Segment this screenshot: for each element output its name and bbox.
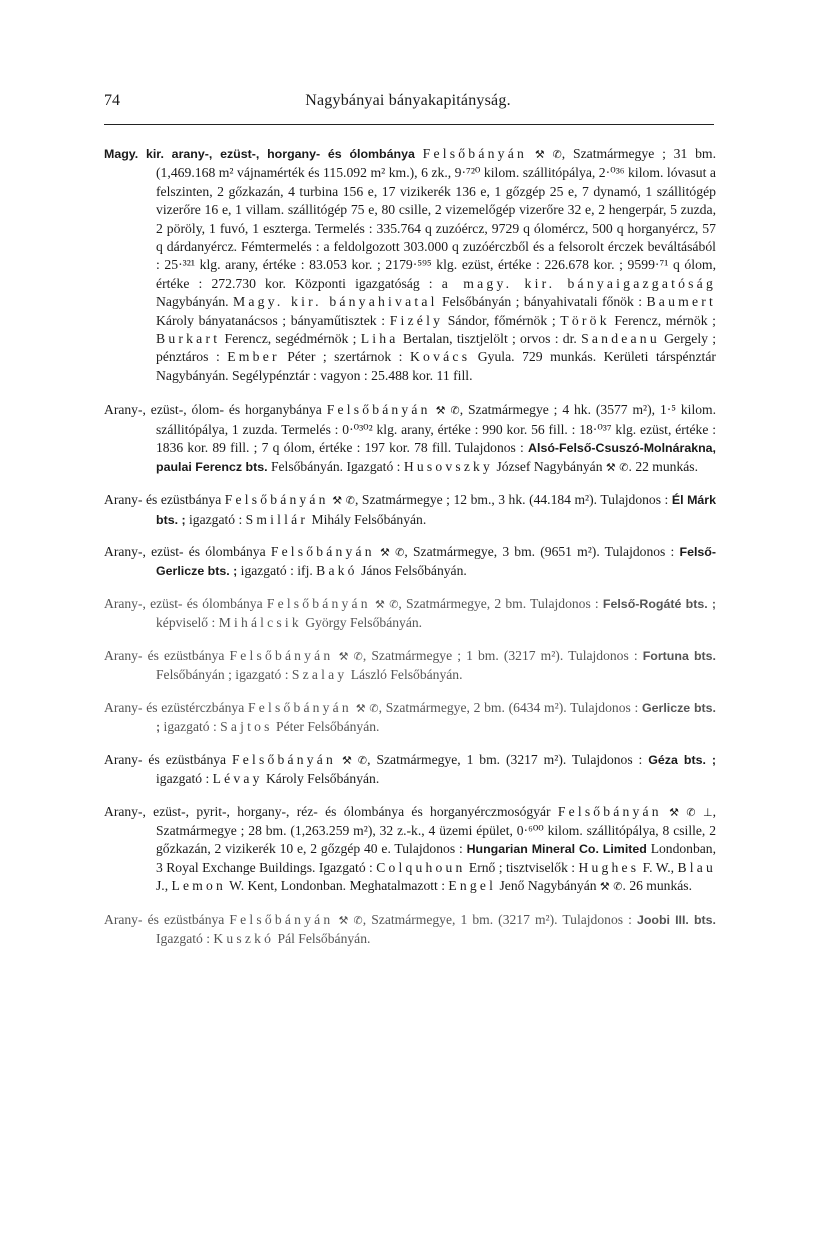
owner-name: Felső-Gerlicze bts. ; — [156, 545, 716, 579]
entry-text: Mihály Felsőbányán. — [308, 511, 427, 527]
spaced-name: Felsőbányán — [224, 492, 329, 508]
spaced-name: Sandeanu — [581, 331, 660, 347]
post-office-icon: ✆ — [351, 753, 368, 767]
spaced-name: Hughes — [578, 859, 640, 875]
header-rule — [104, 124, 714, 125]
owner-name: Magy. kir. arany-, ezüst-, horgany- és ólombánya — [104, 147, 415, 161]
page-header — [104, 92, 712, 116]
mine-entry — [104, 699, 716, 737]
spaced-name: Smillár — [245, 511, 309, 527]
spaced-name: Felsőbányán — [326, 402, 431, 418]
owner-name: Hungarian Mineral Co. Limited — [466, 842, 647, 857]
mine-symbol-icon: ⚒ — [351, 701, 366, 715]
mine-entry — [104, 491, 716, 529]
post-office-icon: ✆ — [445, 404, 460, 418]
spaced-name: Felsőbányán — [232, 751, 336, 767]
mine-entry — [104, 803, 716, 897]
entry-text: , Szatmármegye, 2 bm. Tulajdonos : — [398, 595, 603, 611]
entry-text: , Szatmármegye, 2 bm. (6434 m²). Tulajdonos : — [378, 699, 642, 715]
entry-text: Pál Felsőbányán. — [274, 931, 371, 947]
owner-name: Alsó-Felső-Csuszó-Molnáraknа, paulai Ferencz bts. — [156, 441, 716, 474]
mine-symbol-icon: ⚒ — [605, 460, 616, 474]
entry-text: György Felsőbányán. — [301, 615, 423, 631]
mine-symbol-icon: ⚒ — [374, 546, 390, 559]
owner-name: Joobi III. bts. — [636, 912, 716, 927]
entry-text: Felsőbányán ; igazgató : — [156, 667, 292, 683]
entry-text: József Nagybányán — [493, 458, 606, 474]
mine-entry — [104, 401, 716, 477]
entry-text: , Szatmármegye, 1 bm. (3217 m²). Tulajdonos : — [367, 751, 649, 767]
entry-text: Sándor, főmérnök ; — [443, 312, 561, 328]
mine-symbol-icon: ⚒ — [370, 597, 385, 611]
running-title: Nagybányai bányakapitányság. — [305, 92, 511, 109]
spaced-name: Engel — [448, 878, 497, 894]
entry-text: Arany- és ezüstbánya — [104, 492, 225, 508]
mine-symbol-icon: ⚒ — [527, 148, 545, 161]
entry-text: János Felsőbányán. — [357, 563, 467, 579]
entry-text: igazgató : — [185, 511, 246, 527]
spaced-name: Felsőbányán — [229, 911, 334, 927]
mine-entry — [104, 595, 716, 633]
post-office-icon: ✆ — [348, 913, 363, 927]
entry-text: , Szatmármegye, 3 bm. (9651 m²). Tulajdonos : — [404, 544, 680, 559]
entry-text: Ferencz, segédmérnök ; — [220, 331, 361, 347]
mine-entry — [104, 911, 716, 949]
spaced-name: Felsőbányán — [557, 803, 662, 819]
mine-entry — [104, 751, 716, 789]
mine-symbol-icon: ⚒ — [328, 494, 343, 508]
entry-text: képviselő : — [156, 615, 219, 631]
entry-text: , Szatmármegye ; 31 bm. (1,469.168 m² vájnamérték és 115.092 m² km.), 6 zk., 9·⁷²⁰ kilom. szállitópálya, 2·⁰³⁶ kilom. lóvasut a felszinten, 2 gőzkazán, 4 turbina 156 e, 17 vizikerék 136 e, 1 gőzgép 25 e, 7 dynamó, 1 szállitógép vizerőre 16 e, 1 villam. szállitógép 75 e, 80 csille, 2 vizemelőgép vizerőre 32 e, 2 hengerpár, 5 zuzda, 2 pöröly, 1 fuvó, 1 eszterga. Termelés : 335.764 q zuzóércz, 9729 q ólomércz, 500 q horganyércz, 57 q dárdanyércz. Fémtermelés : a feldolgozott 303.000 q zuzóérczből és a felsorolt érczek beváltásából : 25·³²¹ klg. arany, értéke : 83.053 kor. ; 2179·⁵⁹⁵ klg. ezüst, értéke : 226.678 kor. ; 9599·⁷¹ q ólom, értéke : 272.730 kor. Központi igazgatóság : — [156, 146, 716, 291]
entry-text: Bertalan, tisztjelölt ; orvos : dr. — [398, 331, 582, 347]
entry-text: Igazgató : — [156, 931, 214, 947]
railway-icon: ⊥ — [695, 805, 713, 819]
spaced-name: Blau — [677, 859, 716, 875]
spaced-name: Felsőbányán — [266, 595, 371, 611]
spaced-name: Bakó — [316, 563, 358, 579]
post-office-icon: ✆ — [679, 805, 696, 819]
owner-name: Fortuna bts. — [642, 648, 716, 663]
entry-text: Gyula. 729 munkás. Kerületi társpénztár Nagybányán. Segélypénztár : vagyon : 25.488 kor. 11 fill. — [156, 349, 716, 383]
mine-symbol-icon: ⚒ — [335, 753, 352, 767]
entry-text: Ferencz, mérnök ; — [609, 312, 716, 328]
owner-name: Felső-Rogáté bts. ; — [602, 596, 717, 611]
mine-symbol-icon: ⚒ — [333, 913, 349, 927]
entry-text: Arany- és ezüstérczbánya — [104, 699, 248, 715]
spaced-name: Fizély — [389, 312, 444, 328]
post-office-icon: ✆ — [348, 649, 363, 663]
entry-text: . 22 munkás. — [628, 458, 698, 474]
mine-entries — [104, 145, 716, 963]
mine-entry — [104, 647, 716, 685]
entry-text: , Szatmármegye, 1 bm. (3217 m²). Tulajdonos : — [362, 911, 637, 927]
spaced-name: Felsőbányán — [247, 699, 352, 715]
spaced-name: Kuszkó — [213, 931, 275, 947]
entry-text: , Szatmármegye ; 12 bm., 3 hk. (44.184 m²). Tulajdonos : — [354, 492, 672, 508]
spaced-name: Mihálcsik — [218, 615, 302, 631]
post-office-icon: ✆ — [544, 148, 562, 161]
entry-text: Ernő ; tisztviselők : — [465, 859, 579, 875]
entry-text: Felsőbányán ; bányahivatali főnök : — [437, 294, 647, 310]
entry-text: László Felsőbányán. — [347, 667, 463, 683]
spaced-name: Felsőbányán — [270, 544, 375, 559]
mine-symbol-icon: ⚒ — [430, 404, 446, 418]
entry-text: Arany-, ezüst-, pyrit-, horgany-, réz- és ólombánya és horganyérczmosógyár — [104, 803, 558, 819]
entry-text — [415, 146, 423, 161]
owner-name: Él Márk bts. ; — [156, 493, 717, 527]
entry-text: J., — [156, 878, 172, 894]
spaced-name: Felsőbányán — [422, 146, 528, 161]
entry-text: , Szatmármegye ; 4 hk. (3577 m²), 1·⁵ kilom. szállitópálya, 1 zuzda. Termelés : 0·⁰³⁰² klg. arany, értéke : 990 kor. 56 fill. : 18·⁰³⁷ klg. ezüst, értéke : 1836 kor. 89 fill. ; 7 q ólom, értéke : 197 kor. 78 fill. Tulajdonos : — [156, 402, 717, 456]
spaced-name: Lemon — [171, 878, 227, 894]
entry-text: Arany-, ezüst- és ólombánya — [104, 595, 267, 611]
entry-text: F. W., — [639, 859, 678, 875]
spaced-name: a magy. kir. bányaigazgatóság — [441, 275, 716, 291]
post-office-icon: ✆ — [615, 460, 629, 474]
spaced-name: Felsőbányán — [229, 647, 334, 663]
entry-text: Károly bányatanácsos ; bányaműtisztek : — [156, 312, 390, 328]
spaced-name: Magy. kir. bányahivatal — [233, 294, 438, 310]
entry-text: . 26 munkás. — [622, 878, 692, 894]
entry-text: Károly Felsőbányán. — [262, 771, 380, 787]
entry-text: Arany-, ezüst- és ólombánya — [104, 544, 271, 559]
entry-text: Gergely ; pénztáros : — [156, 331, 717, 365]
owner-name: Géza bts. ; — [648, 752, 717, 767]
post-office-icon: ✆ — [389, 546, 405, 559]
entry-text: Arany-, ezüst-, ólom- és horganybánya — [104, 402, 327, 418]
spaced-name: Husovszky — [403, 458, 494, 474]
spaced-name: Baumert — [646, 294, 716, 310]
entry-text: Jenő Nagybányán — [496, 878, 600, 894]
owner-name: Gerlicze bts. ; — [156, 700, 716, 735]
entry-text: Felsőbányán. Igazgató : — [267, 458, 404, 474]
entry-text: Péter Felsőbányán. — [272, 719, 380, 735]
entry-text: Nagybányán. — [156, 294, 233, 310]
mine-entry — [104, 145, 716, 385]
entry-text: igazgató : — [160, 719, 221, 735]
post-office-icon: ✆ — [342, 494, 355, 508]
mine-symbol-icon: ⚒ — [661, 805, 680, 819]
entry-text: igazgató : ifj. — [237, 563, 317, 579]
entry-text: Péter ; szertárnok : — [279, 349, 410, 365]
entry-text: Arany- és ezüstbánya — [104, 751, 233, 767]
entry-text: igazgató : — [156, 771, 213, 787]
entry-text: Arany- és ezüstbánya — [104, 911, 230, 927]
post-office-icon: ✆ — [365, 701, 379, 715]
spaced-name: Colquhoun — [376, 859, 466, 875]
entry-text: , Szatmármegye ; 1 bm. (3217 m²). Tulajdonos : — [362, 647, 643, 663]
entry-text: Londonban, 3 Royal Exchange Buildings. Igazgató : — [156, 841, 717, 875]
mine-entry — [104, 543, 716, 581]
mine-symbol-icon: ⚒ — [333, 649, 349, 663]
spaced-name: Török — [560, 312, 610, 328]
spaced-name: Kovács — [409, 349, 471, 365]
mine-symbol-icon: ⚒ — [599, 880, 610, 894]
spaced-name: Szalay — [291, 667, 348, 683]
spaced-name: Burkart — [156, 331, 221, 347]
post-office-icon: ✆ — [609, 880, 623, 894]
post-office-icon: ✆ — [384, 597, 399, 611]
entry-text: W. Kent, Londonban. Meghatalmazott : — [226, 878, 449, 894]
spaced-name: Sajtos — [220, 719, 273, 735]
spaced-name: Lévay — [212, 771, 263, 787]
entry-text: , Szatmármegye ; 28 bm. (1,263.259 m²), 32 z.-k., 4 üzemi épület, 0·⁶⁰⁰ kilom. szállitópálya, 8 csille, 2 gőzkazán, 2 vizikerék 10 e, 2 gőzgép 40 e. Tulajdonos : — [156, 803, 716, 857]
spaced-name: Ember — [227, 349, 280, 365]
entry-text: Arany- és ezüstbánya — [104, 647, 230, 663]
spaced-name: Liha — [360, 331, 399, 347]
page-number: 74 — [104, 92, 120, 109]
